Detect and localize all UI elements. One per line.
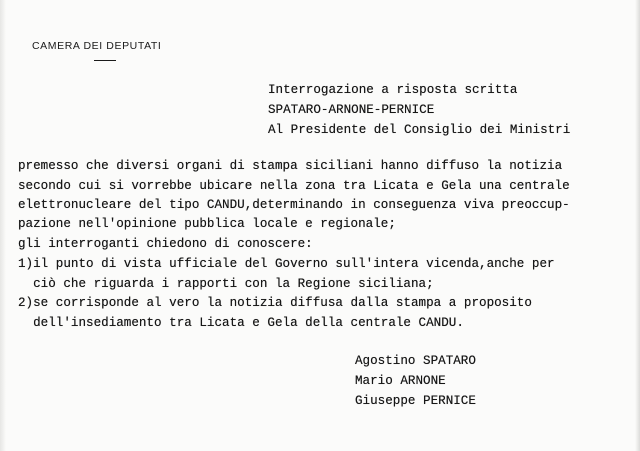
body-line: elettronucleare del tipo CANDU,determinando in conseguenza viva preoccup- — [18, 198, 570, 212]
body-line: secondo cui si vorrebbe ubicare nella zona tra Licata e Gela una centrale — [18, 179, 570, 193]
letterhead-institution: CAMERA DEI DEPUTATI — [32, 40, 162, 52]
signature-name: Agostino SPATARO — [355, 354, 476, 368]
interrogation-authors: SPATARO-ARNONE-PERNICE — [268, 103, 435, 117]
signature-name: Mario ARNONE — [355, 374, 446, 388]
interrogation-type: Interrogazione a risposta scritta — [268, 83, 518, 97]
body-line: dell'insediamento tra Licata e Gela della centrale CANDU. — [18, 316, 464, 330]
body-line: ciò che riguarda i rapporti con la Regione siciliana; — [18, 277, 434, 291]
body-line: gli interroganti chiedono di conoscere: — [18, 237, 313, 251]
letterhead-divider — [94, 60, 116, 61]
body-line: pazione nell'opinione pubblica locale e regionale; — [18, 217, 396, 231]
scan-shadow-right — [635, 0, 640, 451]
body-line: premesso che diversi organi di stampa siciliani hanno diffuso la notizia — [18, 159, 563, 173]
signature-name: Giuseppe PERNICE — [355, 394, 476, 408]
scan-shadow-left — [0, 0, 6, 451]
interrogation-recipient: Al Presidente del Consiglio dei Ministri — [268, 123, 571, 137]
body-line: 1)il punto di vista ufficiale del Governo sull'intera vicenda,anche per — [18, 257, 555, 271]
body-line: 2)se corrisponde al vero la notizia diffusa dalla stampa a proposito — [18, 296, 532, 310]
